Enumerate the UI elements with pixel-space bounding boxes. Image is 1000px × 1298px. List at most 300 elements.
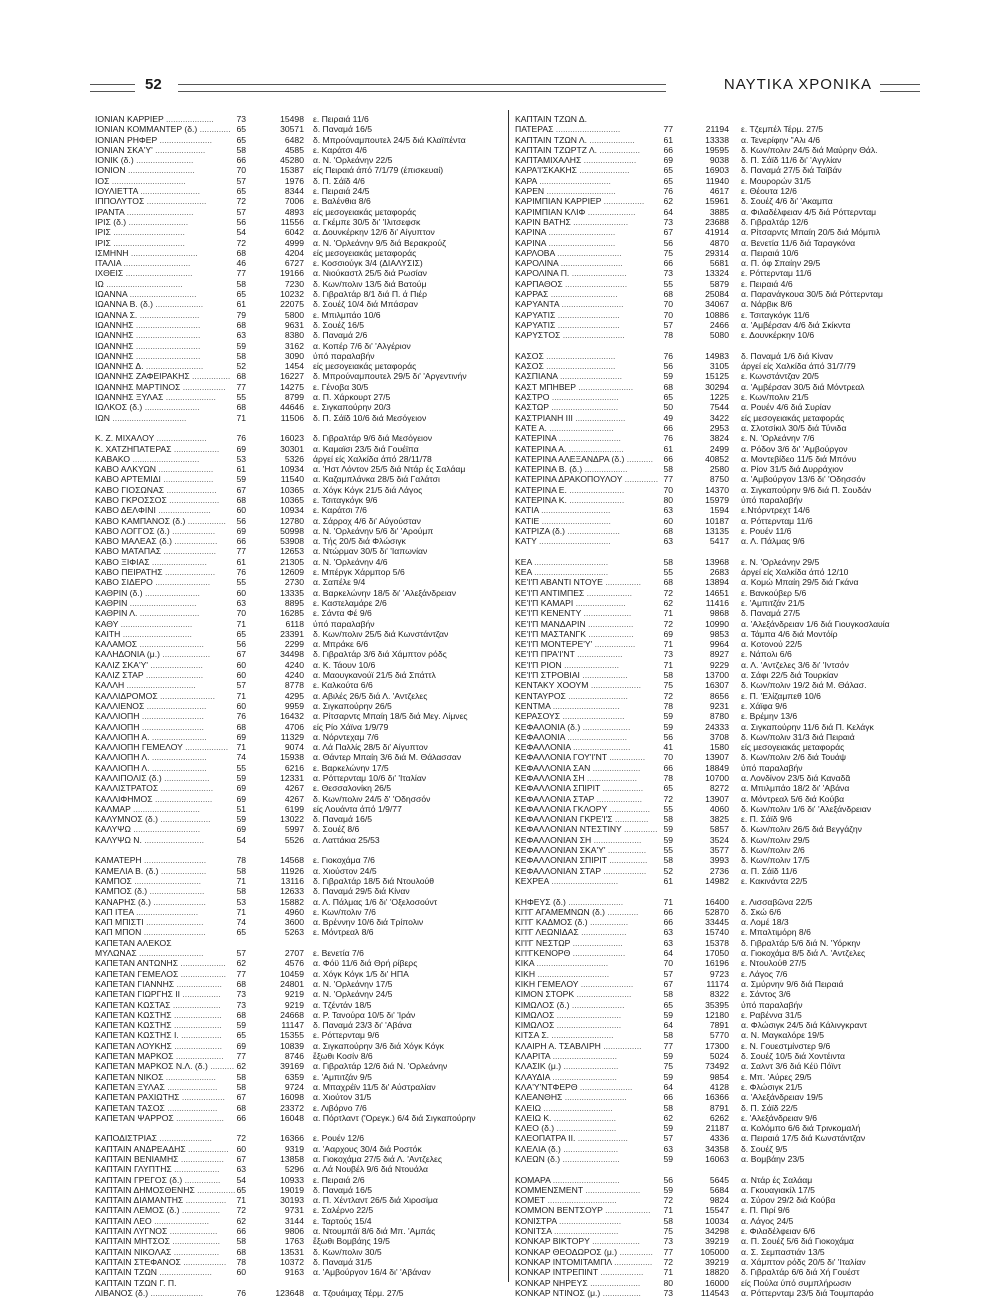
ship-name — [515, 1236, 663, 1246]
ship-position-note: δ. Π. Σάϊδ 10/6 διά Μεσόγειον — [313, 412, 427, 423]
ship-name-text: ΚΟΜΕΤ — [515, 1195, 546, 1206]
ship-entry — [515, 855, 915, 865]
ship-name-text: ΚΑΛΛΙΟΠΗ Α. — [95, 731, 150, 742]
tonnage: 10459 — [280, 968, 304, 979]
left-column-ship-list — [95, 114, 503, 1298]
ship-name-text: ΚΙΜΩΛΟΣ — [515, 1020, 555, 1031]
ship-name-text: ΚΑΛΛΙΔΡΟΜΟΣ — [95, 690, 158, 701]
leader-dots: .................. — [180, 1256, 227, 1267]
build-year: 65 — [236, 1184, 246, 1195]
right-column-ship-list — [515, 114, 915, 1298]
build-year: 76 — [663, 350, 673, 361]
leader-dots: .................. — [182, 742, 229, 753]
ship-name-text: ΙΟΣ — [95, 175, 110, 186]
ship-position-note: α. Σάφι 22/5 διά Τουρκίαν — [741, 670, 839, 681]
leader-dots: ........................... — [550, 1051, 618, 1062]
leader-dots: ....................... — [566, 494, 625, 505]
tonnage: 8344 — [284, 186, 304, 197]
tonnage: 12633 — [280, 886, 304, 897]
tonnage: 9731 — [284, 1205, 304, 1216]
leader-dots: ............................... — [531, 567, 609, 578]
leader-dots: ............................ — [127, 597, 197, 608]
ship-entry — [515, 392, 915, 402]
ship-name-text: ΚΑΤΡΙΖΑ (δ.) — [515, 525, 565, 536]
ship-name — [95, 1226, 235, 1236]
leader-dots: ..................... — [164, 484, 217, 495]
leader-dots: ................ — [611, 1256, 653, 1267]
leader-dots: .................. — [179, 1092, 225, 1103]
ship-name — [515, 711, 663, 721]
tonnage: 14370 — [705, 484, 729, 495]
ship-name — [515, 268, 663, 278]
tonnage: 16903 — [705, 165, 729, 176]
ship-name-text: ΚΑΠΤΑΙΝ ΑΝΔΡΕΑΔΗΣ — [95, 1143, 186, 1154]
ship-position-note: δ. Κων/πολιν 25/5 διά Κωνστάντζαν — [313, 628, 449, 639]
ship-entry — [515, 516, 915, 526]
ship-name — [95, 835, 235, 845]
ship-name — [95, 392, 235, 402]
leader-dots: ................ — [606, 855, 648, 866]
tonnage: 8380 — [284, 330, 304, 341]
build-year: 54 — [236, 227, 246, 238]
build-year: 54 — [236, 834, 246, 845]
tonnage: 12180 — [705, 1009, 729, 1020]
ship-entry — [95, 824, 503, 834]
ship-name: ΚΑΠΤΑΙΝ ΤΖΩΝ Δ. — [515, 114, 588, 124]
ship-name-text: Κ. ΧΑΤΖΗΠΑΤΕΡΑΣ — [95, 443, 172, 454]
ship-position-note: α. Μόντρεαλ 5/6 διά Κούβα — [741, 793, 845, 804]
ship-position-note: α. Νάρβικ 8/6 — [741, 299, 793, 310]
build-year: 71 — [663, 1267, 673, 1278]
leader-dots: ............................. — [541, 1102, 613, 1113]
ship-name-text: ΚΑΠΕΤΑΝ ΤΑΣΟΣ — [95, 1102, 165, 1113]
leader-dots: ............. — [605, 906, 639, 917]
ship-name — [515, 402, 663, 412]
ship-entry — [515, 619, 915, 629]
ship-name — [515, 979, 663, 989]
ship-name-text: ΚΛΕΙΩ — [515, 1102, 542, 1113]
ship-name-text: ΚΕΝΤΑΚΥ ΧΟΟΥΜ — [515, 680, 589, 691]
ship-name — [95, 413, 235, 423]
build-year: 60 — [236, 700, 246, 711]
ship-entry — [95, 505, 503, 515]
ship-position-note: δ. Γιβραλτάρ 9/6 διά Μεσόγειον — [313, 433, 433, 444]
build-year: 60 — [236, 505, 246, 516]
ship-name — [95, 1205, 235, 1215]
ship-name-text: ΚΑΣΠΙΑΝΑ — [515, 371, 558, 382]
leader-dots: ........................... — [133, 350, 201, 361]
build-year: 58 — [236, 350, 246, 361]
leader-dots: ....................... — [155, 464, 214, 475]
ship-entry — [95, 516, 503, 526]
ship-name-text: ΚΑΒΟ ΚΑΜΠΑΝΟΣ (δ.) — [95, 515, 186, 526]
ship-name — [95, 680, 235, 690]
leader-dots: ....................... — [566, 443, 624, 454]
ship-name-text: ΙΟΝΙΑΝ ΚΟΜΜΑΝΤΕΡ (δ.) — [95, 124, 198, 135]
ship-name-text: ΚΕΦΑΛΛΟΝΙΑΝ ΣΤΑΡ — [515, 865, 601, 876]
ship-position-note: ε. Γιοκοχάμα 7/6 — [313, 855, 375, 866]
ship-name — [515, 732, 663, 742]
ship-entry — [95, 629, 503, 639]
build-year: 54 — [236, 1174, 246, 1185]
tonnage: 24801 — [280, 978, 304, 989]
leader-dots: ..................... — [163, 392, 216, 403]
leader-dots: ............... — [606, 752, 646, 763]
ship-name — [95, 248, 235, 258]
tonnage: 4617 — [709, 186, 729, 197]
ship-name — [95, 629, 235, 639]
ship-name — [515, 1103, 663, 1113]
tonnage: 34067 — [705, 299, 729, 310]
ship-entry — [515, 320, 915, 330]
ship-position-note: ύπό παραλαβήν — [313, 618, 375, 629]
leader-dots: ....................... — [147, 886, 205, 897]
leader-dots: ....................... — [566, 484, 625, 495]
leader-dots: ............................... — [110, 412, 187, 423]
ship-name — [95, 979, 235, 989]
tonnage: 3993 — [709, 855, 729, 866]
tonnage: 21305 — [280, 556, 304, 567]
ship-name-text: ΚΟΝΚΑΡ ΝΤΙΝΟΣ (μ.) — [515, 1287, 601, 1298]
ship-entry — [515, 505, 915, 515]
ship-name-text: ΚΑΣΤ ΜΠΗΒΕΡ — [515, 381, 576, 392]
ship-entry — [95, 371, 503, 381]
ship-name-text: ΚΟΝΙΣΤΡΑ — [515, 1215, 557, 1226]
ship-name-text: ΚΑΙΤΗ — [95, 628, 121, 639]
ship-name-text: ΚΑΤΕΡΙΝΑ Κ. — [515, 494, 567, 505]
ship-position-note: α. Φλώσιγκ 24/5 διά Κάλινγκραντ — [741, 1020, 868, 1031]
leader-dots: .............. — [612, 814, 649, 825]
tonnage: 11556 — [280, 216, 304, 227]
ship-name — [515, 392, 663, 402]
build-year: 60 — [236, 1267, 246, 1278]
leader-dots: .............. — [622, 474, 659, 485]
build-year: 75 — [663, 247, 673, 258]
ship-name — [95, 598, 235, 608]
build-year: 66 — [663, 422, 673, 433]
ship-name-text: ΙΩΑΝΝΗΣ Δ. — [95, 361, 144, 372]
ship-entry — [95, 361, 503, 371]
build-year: 60 — [236, 587, 246, 598]
ship-position-note: α. Κοπέρ 7/6 δι' 'Αλγέριον — [313, 340, 411, 351]
tonnage: 3885 — [709, 206, 729, 217]
ship-name: ΚΑΠΕΤΑΝ ΑΛΕΚΟΣ — [95, 937, 172, 948]
tonnage: 35395 — [705, 999, 729, 1010]
build-year: 58 — [663, 989, 673, 1000]
build-year: 78 — [663, 330, 673, 341]
ship-name-text: ΚΑΠΤΑΙΝ ΛΕΟ — [95, 1215, 152, 1226]
ship-name-text: ΚΑΛΗΔΟΝΙΑ (μ.) — [95, 649, 160, 660]
build-year: 71 — [236, 1195, 246, 1206]
build-year: 50 — [663, 402, 673, 413]
ship-section — [95, 855, 503, 1123]
ship-name — [95, 1113, 235, 1123]
ship-name — [515, 969, 663, 979]
build-year: 57 — [236, 206, 246, 217]
ship-name — [515, 619, 663, 629]
tonnage: 11329 — [280, 731, 304, 742]
tonnage: 3600 — [284, 917, 304, 928]
build-year: 78 — [663, 773, 673, 783]
ship-entry — [515, 536, 915, 546]
build-year: 59 — [663, 711, 673, 722]
ship-name-text: ΚΑΡΛΟΒΑ — [515, 247, 555, 258]
ship-name-text: ΚΙΚΗ ΓΕΜΕΛΟΥ — [515, 978, 579, 989]
leader-dots: ........................ — [133, 155, 194, 166]
ship-position-note: δ. Παναμά 2/6 — [313, 330, 368, 341]
tonnage: 3825 — [709, 814, 729, 825]
ship-position-note: είς μεσογειακάς μεταφοράς — [313, 361, 417, 372]
tonnage: 5326 — [284, 453, 304, 464]
ship-position-note: α. Γιβραλτάρ 12/6 διά Ν. 'Ορλεάνην — [313, 1061, 448, 1072]
tonnage: 9964 — [709, 639, 729, 650]
ship-position-note: α. Σάρροχ 4/6 δι' Αύγούσταν — [313, 515, 421, 526]
ship-position-note: δ. Γιβραλτάρ 8/1 διά Π. ά Πιέρ — [313, 289, 428, 300]
ship-position-note: ε. Βενετία 7/6 — [313, 948, 364, 959]
ship-entry — [515, 1092, 915, 1102]
ship-name-text: ΚΑΠΕΤΑΝ ΜΑΡΚΟΣ — [95, 1051, 174, 1062]
leader-dots: ...................... — [150, 896, 206, 907]
ship-entry — [95, 176, 503, 186]
ship-entry — [95, 1000, 503, 1010]
ship-entry — [95, 1061, 503, 1071]
build-year: 66 — [663, 917, 673, 928]
ship-name — [515, 227, 663, 237]
ship-name-text: ΚΑΠΕΤΑΝ ΜΑΡΚΟΣ Ν.Λ. (δ.) — [95, 1061, 208, 1072]
leader-dots: .................... — [173, 1051, 224, 1062]
tonnage: 8272 — [709, 783, 729, 794]
ship-entry — [95, 958, 503, 968]
build-year: 73 — [663, 649, 673, 660]
build-year: 72 — [236, 237, 246, 248]
ship-position-note: είς Λουάντα άπό 1/9/77 — [313, 803, 402, 814]
ship-name-text: ΚΑΠ ΜΠΟΝ — [95, 927, 142, 938]
leader-dots: ......................... — [144, 196, 207, 207]
ship-name — [95, 536, 235, 546]
ship-name-text: ΚΑΠΤΑΙΝ ΜΗΤΣΟΣ — [95, 1236, 170, 1247]
leader-dots: ......................... — [141, 834, 204, 845]
build-year: 66 — [236, 1226, 246, 1237]
ship-name — [515, 598, 663, 608]
ship-position-note: ε. Ρουέν 11/6 — [741, 525, 792, 536]
build-year: 79 — [236, 309, 246, 320]
ship-position-note: δ. Σουέζ 8/6 — [313, 824, 360, 835]
ship-position-note: α. Πειραιά 17/5 διά Κωνστάντζαν — [741, 1133, 866, 1144]
leader-dots: ...................... — [578, 978, 634, 989]
ship-entry — [95, 1082, 503, 1092]
leader-dots: ................... — [171, 1164, 220, 1175]
column-divider — [508, 110, 509, 1282]
ship-name — [515, 577, 663, 587]
tonnage: 6118 — [285, 618, 304, 629]
leader-dots: ............................. — [545, 1195, 617, 1206]
ship-name — [515, 845, 663, 855]
build-year: 59 — [663, 1071, 673, 1082]
tonnage: 24333 — [705, 721, 729, 732]
tonnage: 10990 — [705, 618, 729, 629]
build-year: 68 — [236, 1009, 246, 1020]
leader-dots: .......................... — [562, 1092, 627, 1103]
ship-entry — [515, 670, 915, 680]
ship-entry — [515, 1247, 915, 1257]
ship-name-text: ΚΑΣΤΡΙΑΝΗ ΙΙΙ — [515, 412, 573, 423]
ship-name — [515, 1051, 663, 1061]
ship-position-note: α. Καμαϊσι 23/5 διά Γουέϊπα — [313, 443, 419, 454]
ship-entry — [515, 907, 915, 917]
build-year: 55 — [236, 762, 246, 773]
ship-position-note: ε. Πειραιά 4/6 — [741, 278, 793, 289]
ship-name — [515, 124, 663, 134]
build-year: 59 — [663, 371, 673, 382]
ship-name-text: ΙΩΑΝΝΑ Β. (δ.) — [95, 299, 154, 310]
build-year: 49 — [663, 412, 673, 423]
ship-entry — [515, 701, 915, 711]
ship-position-note: ε. Βαλένθια 8/6 — [313, 196, 371, 207]
ship-name — [95, 763, 235, 773]
ship-entry — [95, 989, 503, 999]
tonnage: 13116 — [280, 875, 304, 886]
ship-name — [515, 454, 663, 464]
ship-name-text: ΙΡΙΣ (δ.) — [95, 216, 127, 227]
ship-position-note: δ. Κων/πολιν 30/5 — [313, 1246, 382, 1257]
ship-name — [95, 958, 235, 968]
tonnage: 4267 — [284, 783, 304, 794]
ship-position-note: δ. Γιβραλτάρ 3/6 διά Χάμπτον ρόδς — [313, 649, 447, 660]
tonnage: 10365 — [280, 494, 304, 505]
build-year: 53 — [236, 453, 246, 464]
build-year: 69 — [236, 824, 246, 835]
tonnage: 23688 — [705, 216, 729, 227]
build-year: 56 — [236, 515, 246, 526]
ship-position-note: δ. Π. Σάϊδ 22/5 — [741, 1102, 798, 1113]
ship-entry — [95, 495, 503, 505]
ship-name — [515, 310, 663, 320]
ship-position-note: α. Σύρον 29/2 διά Κούβα — [741, 1195, 836, 1206]
ship-entry — [515, 598, 915, 608]
build-year: 65 — [663, 783, 673, 794]
tonnage: 19166 — [280, 268, 304, 279]
ship-name — [515, 1195, 663, 1205]
ship-entry — [95, 268, 503, 278]
tonnage: 15498 — [280, 114, 304, 124]
ship-name-text: ΙΟΝΙΑΝ ΡΗΦΕΡ — [95, 134, 158, 145]
tonnage: 30193 — [280, 1195, 304, 1206]
ship-name — [515, 814, 663, 824]
ship-name — [515, 1226, 663, 1236]
ship-name-text: ΙΤΑΛΙΑ — [95, 258, 122, 269]
leader-dots: ............................ — [546, 237, 616, 248]
ship-name — [95, 176, 235, 186]
ship-name — [515, 1133, 663, 1143]
tonnage: 23391 — [280, 628, 304, 639]
leader-dots: ......................... — [137, 186, 200, 197]
ship-name-text: ΙΧΘΕΙΣ — [95, 268, 124, 279]
leader-dots: ................... — [579, 670, 628, 681]
leader-dots: .................... — [585, 206, 636, 217]
ship-position-note: ε. Μπιλμπάο 10/6 — [313, 309, 381, 320]
ship-entry — [95, 217, 503, 227]
build-year: 63 — [663, 927, 673, 938]
leader-dots: .............................. — [534, 958, 609, 969]
ship-position-note: ε. Πειραιά 11/6 — [313, 114, 369, 124]
build-year: 58 — [663, 814, 673, 825]
build-year: 60 — [663, 515, 673, 526]
ship-section — [515, 897, 915, 1165]
ship-position-note: ε. Ν. Γουεστμίνστερ 9/6 — [741, 1040, 831, 1051]
ship-position-note: δ. Παναμά 27/5 διά Ταϊβάν — [741, 165, 842, 176]
ship-name-text: ΚΑΛΛΙΟΠΗ Λ. — [95, 762, 150, 773]
ship-name — [515, 485, 663, 495]
ship-name-text: ΚΑΤΕΡΙΝΑ Α. — [515, 443, 567, 454]
ship-name-text: ΚΕΑ — [515, 567, 532, 578]
build-year: 59 — [663, 1184, 673, 1195]
build-year: 74 — [236, 752, 246, 763]
build-year: 73 — [236, 989, 246, 1000]
build-year: 71 — [663, 896, 673, 907]
tonnage: 11174 — [706, 978, 729, 989]
build-year: 59 — [663, 1123, 673, 1134]
tonnage: 18820 — [705, 1267, 729, 1278]
ship-position-note: α. 'Ηστ Λόντον 25/5 διά Ντάρ ές Σαλάαμ — [313, 464, 466, 475]
ship-position-note: δ. Παναμά 31/5 — [313, 1256, 373, 1267]
ship-name — [95, 495, 235, 505]
leader-dots: ..................... — [163, 1071, 216, 1082]
ship-entry — [95, 485, 503, 495]
tonnage: 13907 — [705, 752, 729, 763]
build-year: 68 — [236, 319, 246, 330]
ship-name-text: ΚΑΠΕΤΑΝ ΡΑΧΙΩΤΗΣ — [95, 1092, 180, 1103]
ship-position-note: α. Ρίτσαρντς Μπαίη 18/5 διά Μεγ. Λίμνες — [313, 711, 468, 722]
ship-name-text: ΚΕΦΑΛΛΟΝΙΑ ΓΚΛΟΡΥ — [515, 803, 608, 814]
ship-name — [515, 722, 663, 732]
leader-dots: ........................... — [554, 247, 622, 258]
build-year: 71 — [236, 412, 246, 423]
leader-dots: ....................... — [561, 659, 620, 670]
ship-name — [95, 670, 235, 680]
ship-position-note: α. Αβιλές 26/5 διά Λ. 'Αντζελες — [313, 690, 428, 701]
ship-name — [515, 165, 663, 175]
ship-name — [515, 516, 663, 526]
ship-position-note: δ. Κων/πολιν 26/5 διά Βεγγάζην — [741, 824, 862, 835]
header-rule-middle — [178, 84, 666, 92]
ship-entry — [95, 186, 503, 196]
ship-name — [95, 330, 235, 340]
ship-position-note: α. Ρίον 31/5 διά Δυρράχιον — [741, 464, 844, 475]
ship-position-note: α. Μπιλμπάο 18/2 δι' 'Αβάνα — [741, 783, 850, 794]
ship-name-text: ΚΑΠΤΑΙΝ ΤΖΩΡΤΖ Λ. — [515, 144, 598, 155]
build-year: 77 — [236, 1051, 246, 1062]
ship-name — [515, 1278, 663, 1288]
leader-dots: ....................... — [561, 1061, 619, 1072]
ship-position-note: α. Σ. Σεμπαστιάν 13/5 — [741, 1246, 825, 1257]
ship-entry — [95, 969, 503, 979]
ship-name-text: ΚΑΡΟΛΙΝΑ — [515, 258, 559, 269]
leader-dots: ....................... — [560, 1143, 619, 1154]
ship-entry — [95, 1103, 503, 1113]
tonnage: 44646 — [280, 402, 304, 413]
build-year: 70 — [663, 752, 673, 763]
leader-dots: ..................... — [162, 567, 216, 578]
build-year: 62 — [236, 1215, 246, 1226]
ship-name — [515, 608, 663, 618]
leader-dots: ................... — [574, 649, 623, 660]
ship-name-text: ΚΑΛΙΖ ΣΚΑ'Υ' — [95, 659, 149, 670]
ship-entry — [95, 783, 503, 793]
build-year: 62 — [663, 1112, 673, 1123]
build-year: 59 — [663, 1009, 673, 1020]
build-year: 62 — [663, 597, 673, 608]
ship-position-note: ε. Σαλέρνο 22/5 — [313, 1205, 374, 1216]
